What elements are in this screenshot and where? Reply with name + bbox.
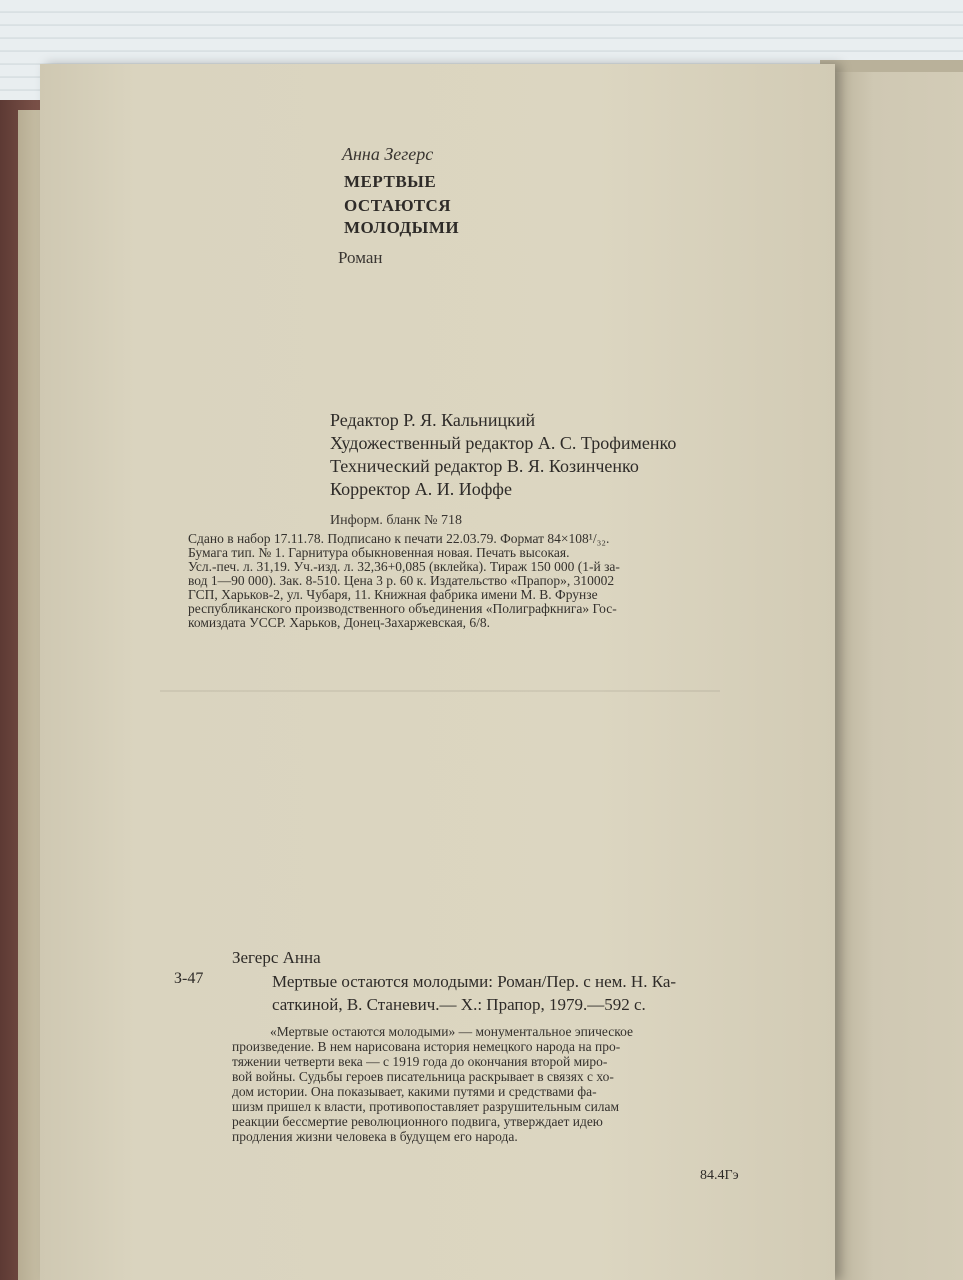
credit-art-editor: Художественный редактор А. С. Трофименко: [330, 433, 677, 453]
publication-line: республиканского производственного объединения «Полиграфкнига» Гос-: [188, 601, 617, 616]
credit-technical-editor: Технический редактор В. Я. Козинченко: [330, 456, 639, 476]
catalog-code: З-47: [174, 970, 204, 987]
genre-label: Роман: [338, 248, 383, 267]
book-title-line-3: МОЛОДЫМИ: [344, 218, 460, 237]
annotation-line: дом истории. Она показывает, какими путями и средствами фа-: [232, 1084, 597, 1099]
publication-line: вод 1—90 000). Зак. 8-510. Цена 3 р. 60 к. Издательство «Прапор», 310002: [188, 573, 615, 588]
author-name: Анна Зегерс: [342, 144, 434, 164]
publication-line: Сдано в набор 17.11.78. Подписано к печати 22.03.79. Формат 84×108¹/₃₂.: [188, 531, 610, 546]
bibliography-line: саткиной, В. Станевич.— Х.: Прапор, 1979.—592 с.: [272, 995, 646, 1014]
publication-line: ГСП, Харьков-2, ул. Чубаря, 11. Книжная фабрика имени М. В. Фрунзе: [188, 587, 598, 602]
annotation-line: произведение. В нем нарисована история немецкого народа на про-: [232, 1039, 621, 1054]
annotation-line: тяжении четверти века — с 1919 года до окончания второй миро-: [232, 1054, 608, 1069]
bibliography-author: Зегерс Анна: [232, 948, 321, 967]
credit-proofreader: Корректор А. И. Иоффе: [330, 479, 512, 499]
classification-code: 84.4Гэ: [700, 1168, 739, 1183]
publication-line: Бумага тип. № 1. Гарнитура обыкновенная новая. Печать высокая.: [188, 545, 570, 560]
annotation-line: продления жизни человека в будущем его народа.: [232, 1129, 518, 1144]
right-page: [835, 72, 963, 1280]
annotation-line: «Мертвые остаются молодыми» — монументальное эпическое: [270, 1024, 634, 1039]
annotation-line: шизм пришел к власти, противопоставляет разрушительным силам: [232, 1099, 620, 1114]
book-title-line-2: ОСТАЮТСЯ: [344, 196, 452, 215]
annotation-line: реакции бессмертие революционного подвига, утверждает идею: [232, 1114, 603, 1129]
bibliography-line: Мертвые остаются молодыми: Роман/Пер. с нем. Н. Ка-: [272, 972, 677, 991]
inform-blank: Информ. бланк № 718: [330, 513, 462, 528]
publication-line: Усл.-печ. л. 31,19. Уч.-изд. л. 32,36+0,085 (вклейка). Тираж 150 000 (1-й за-: [188, 559, 620, 574]
publication-line: комиздата УССР. Харьков, Донец-Захаржевская, 6/8.: [188, 615, 491, 630]
book-title-line-1: МЕРТВЫЕ: [344, 172, 437, 191]
page-crease: [160, 690, 720, 692]
credit-editor: Редактор Р. Я. Кальницкий: [330, 410, 536, 430]
annotation-line: вой войны. Судьбы героев писательница раскрывает в связях с хо-: [232, 1069, 614, 1084]
